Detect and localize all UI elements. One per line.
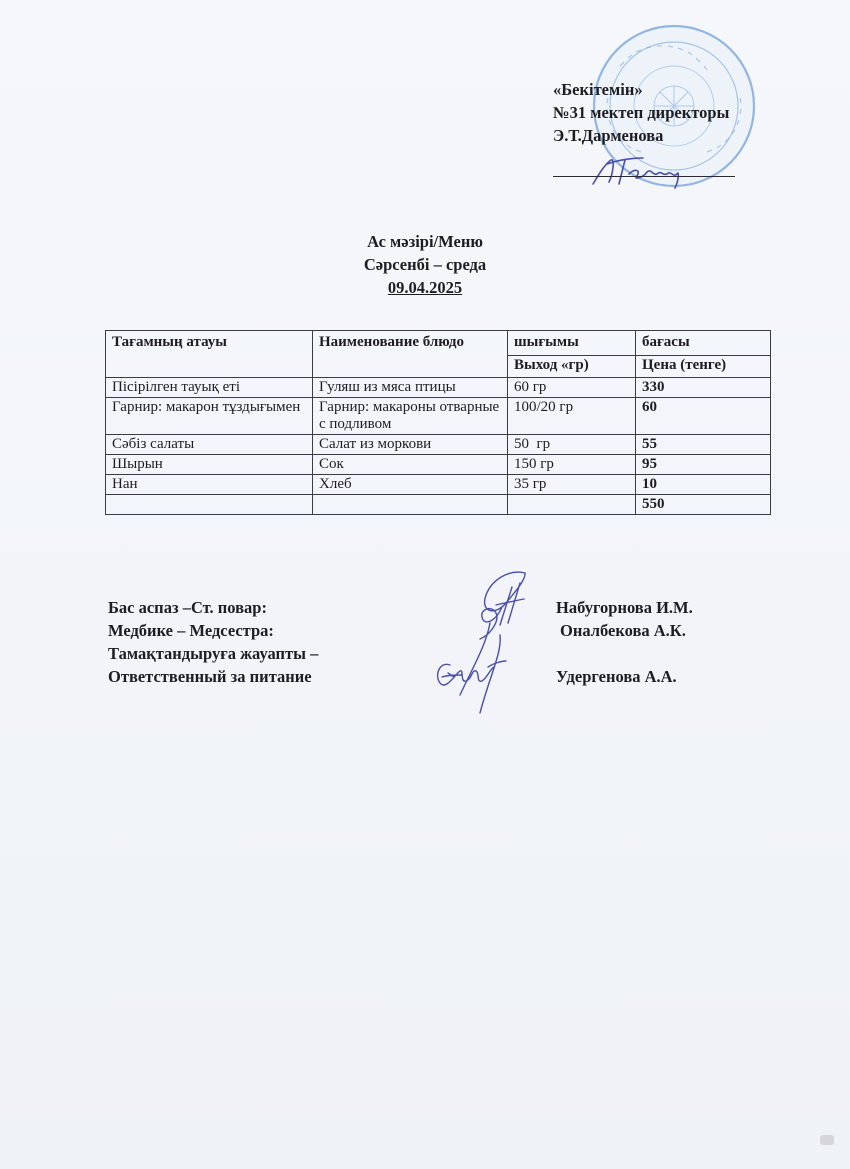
dish-weight: 60 гр [508, 378, 636, 398]
approval-director-name: Э.Т.Дарменова [553, 126, 664, 145]
role-nutrition-responsible-ru: Ответственный за питание [108, 667, 312, 686]
table-row [106, 435, 771, 455]
director-signature [585, 146, 695, 190]
menu-title-block [0, 230, 850, 299]
header-yield-kz: шығымы [508, 331, 636, 356]
approval-heading: «Бекітемін» [553, 80, 643, 99]
name-nutrition-responsible: Удергенова А.А. [556, 667, 677, 686]
role-nurse: Медбике – Медсестра: [108, 621, 274, 640]
dish-kz: Гарнир: макарон тұздығымен [106, 398, 313, 435]
role-nutrition-responsible-kz: Тамақтандыруға жауапты – [108, 644, 319, 663]
total-empty-cell [508, 495, 636, 515]
table-total-row [106, 495, 771, 515]
total-empty-cell [106, 495, 313, 515]
dish-kz: Сәбіз салаты [106, 435, 313, 455]
table-row [106, 455, 771, 475]
staff-roles [108, 596, 318, 688]
dish-weight: 50 гр [508, 435, 636, 455]
dish-kz: Нан [106, 475, 313, 495]
header-price-kz: бағасы [636, 331, 771, 356]
role-head-cook: Бас аспаз –Ст. повар: [108, 598, 267, 617]
dish-kz: Пісірілген тауық еті [106, 378, 313, 398]
dish-weight: 35 гр [508, 475, 636, 495]
header-dish-name-kz: Тағамның атауы [106, 331, 313, 378]
dish-price: 330 [636, 378, 771, 398]
menu-title: Ас мәзірі/Меню [367, 232, 483, 251]
dish-kz: Шырын [106, 455, 313, 475]
header-price-ru: Цена (тенге) [636, 356, 771, 378]
menu-table [105, 330, 771, 515]
dish-price: 55 [636, 435, 771, 455]
header-dish-name-ru: Наименование блюдо [313, 331, 508, 378]
name-nurse: Оналбекова А.К. [560, 621, 686, 640]
total-empty-cell [313, 495, 508, 515]
dish-ru: Гарнир: макароны отварные с подливом [313, 398, 508, 435]
table-row [106, 398, 771, 435]
menu-day: Сәрсенбі – среда [363, 255, 487, 274]
dish-price: 60 [636, 398, 771, 435]
staff-signatures [430, 565, 540, 720]
table-header-row [106, 331, 771, 356]
total-price: 550 [636, 495, 771, 515]
dish-price: 95 [636, 455, 771, 475]
table-row [106, 475, 771, 495]
menu-date: 09.04.2025 [387, 278, 463, 297]
dish-ru: Хлеб [313, 475, 508, 495]
name-head-cook: Набугорнова И.М. [556, 598, 693, 617]
header-yield-ru: Выход «гр) [508, 356, 636, 378]
staff-names [556, 596, 693, 688]
approval-position: №31 мектеп директоры [553, 103, 730, 122]
dish-weight: 100/20 гр [508, 398, 636, 435]
table-row [106, 378, 771, 398]
director-signature-line [553, 176, 735, 177]
dish-ru: Сок [313, 455, 508, 475]
dish-ru: Гуляш из мяса птицы [313, 378, 508, 398]
dish-weight: 150 гр [508, 455, 636, 475]
dish-price: 10 [636, 475, 771, 495]
scan-artifact [820, 1135, 834, 1145]
approval-block [553, 78, 729, 147]
dish-ru: Салат из моркови [313, 435, 508, 455]
